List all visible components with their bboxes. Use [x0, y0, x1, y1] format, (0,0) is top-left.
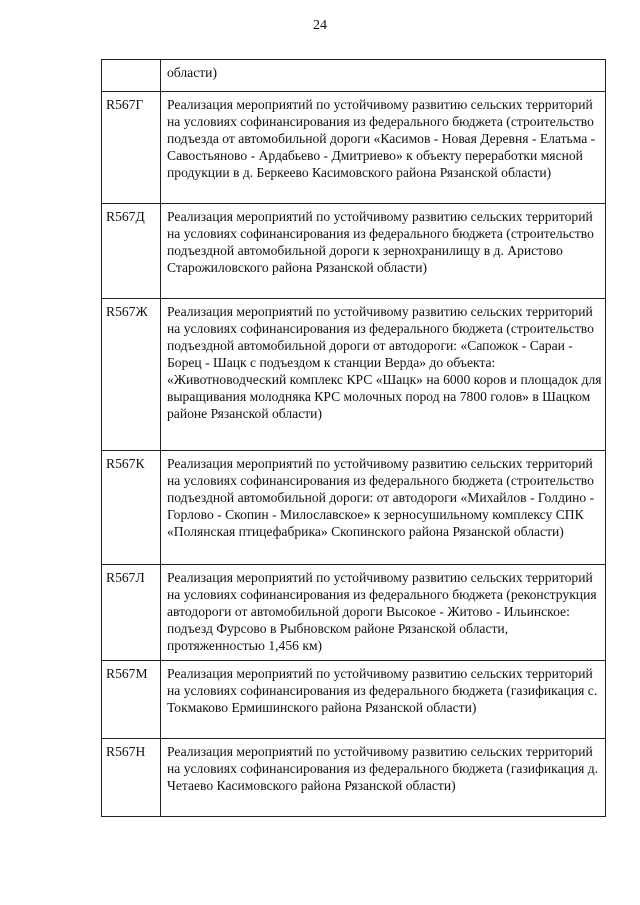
table-row [102, 92, 606, 204]
table-row [102, 661, 606, 739]
row-description: Реализация мероприятий по устойчивому развитию сельских территорий на условиях софинансирования из федерального бюджета (газификация с. Токмаково Ермишинского района Рязанской области) [161, 661, 606, 739]
page-number: 24 [313, 18, 327, 33]
budget-code-table [101, 59, 606, 817]
row-code: R567М [102, 661, 161, 739]
row-code: R567Д [102, 204, 161, 299]
row-description: Реализация мероприятий по устойчивому развитию сельских территорий на условиях софинансирования из федерального бюджета (газификация д. Четаево Касимовского района Рязанской области) [161, 739, 606, 817]
table-row [102, 299, 606, 451]
row-description: Реализация мероприятий по устойчивому развитию сельских территорий на условиях софинансирования из федерального бюджета (строительство подъездной автомобильной дороги: от автодороги «Михайлов - Голдино - Горлово - Скопин - Милославское» к зерносушильному комплексу СПК «Полянская птицефабрика» Скопинского района Рязанской области) [161, 451, 606, 565]
row-description: Реализация мероприятий по устойчивому развитию сельских территорий на условиях софинансирования из федерального бюджета (реконструкция автодороги от автомобильной дороги Высокое - Житово - Ильинское: подъезд Фурсово в Рыбновском районе Рязанской области, протяженностью 1,456 км) [161, 565, 606, 661]
row-description: Реализация мероприятий по устойчивому развитию сельских территорий на условиях софинансирования из федерального бюджета (строительство подъездной автомобильной дороги к зернохранилищу в д. Аристово Старожиловского района Рязанской области) [161, 204, 606, 299]
table-row [102, 451, 606, 565]
table-row [102, 204, 606, 299]
row-description: Реализация мероприятий по устойчивому развитию сельских территорий на условиях софинансирования из федерального бюджета (строительство подъезда от автомобильной дороги «Касимов - Новая Деревня - Елатьма - Савостьяново - Ардабьево - Дмитриево» к объекту переработки мясной продукции в д. Беркеево Касимовского района Рязанской области) [161, 92, 606, 204]
row-description: области) [161, 60, 606, 92]
table-row [102, 60, 606, 92]
row-code: R567Н [102, 739, 161, 817]
row-code: R567Л [102, 565, 161, 661]
row-code: R567Г [102, 92, 161, 204]
row-code: R567Ж [102, 299, 161, 451]
table-row [102, 565, 606, 661]
row-code [102, 60, 161, 92]
row-description: Реализация мероприятий по устойчивому развитию сельских территорий на условиях софинансирования из федерального бюджета (строительство подъездной автомобильной дороги от автодороги: «Сапожок - Сараи - Борец - Шацк с подъездом к станции Верда» до объекта: «Животноводческий комплекс КРС «Шацк» на 6000 коров и площадок для выращивания молодняка КРС молочных пород на 7800 голов» в Шацком районе Рязанской области) [161, 299, 606, 451]
row-code: R567К [102, 451, 161, 565]
table-row [102, 739, 606, 817]
